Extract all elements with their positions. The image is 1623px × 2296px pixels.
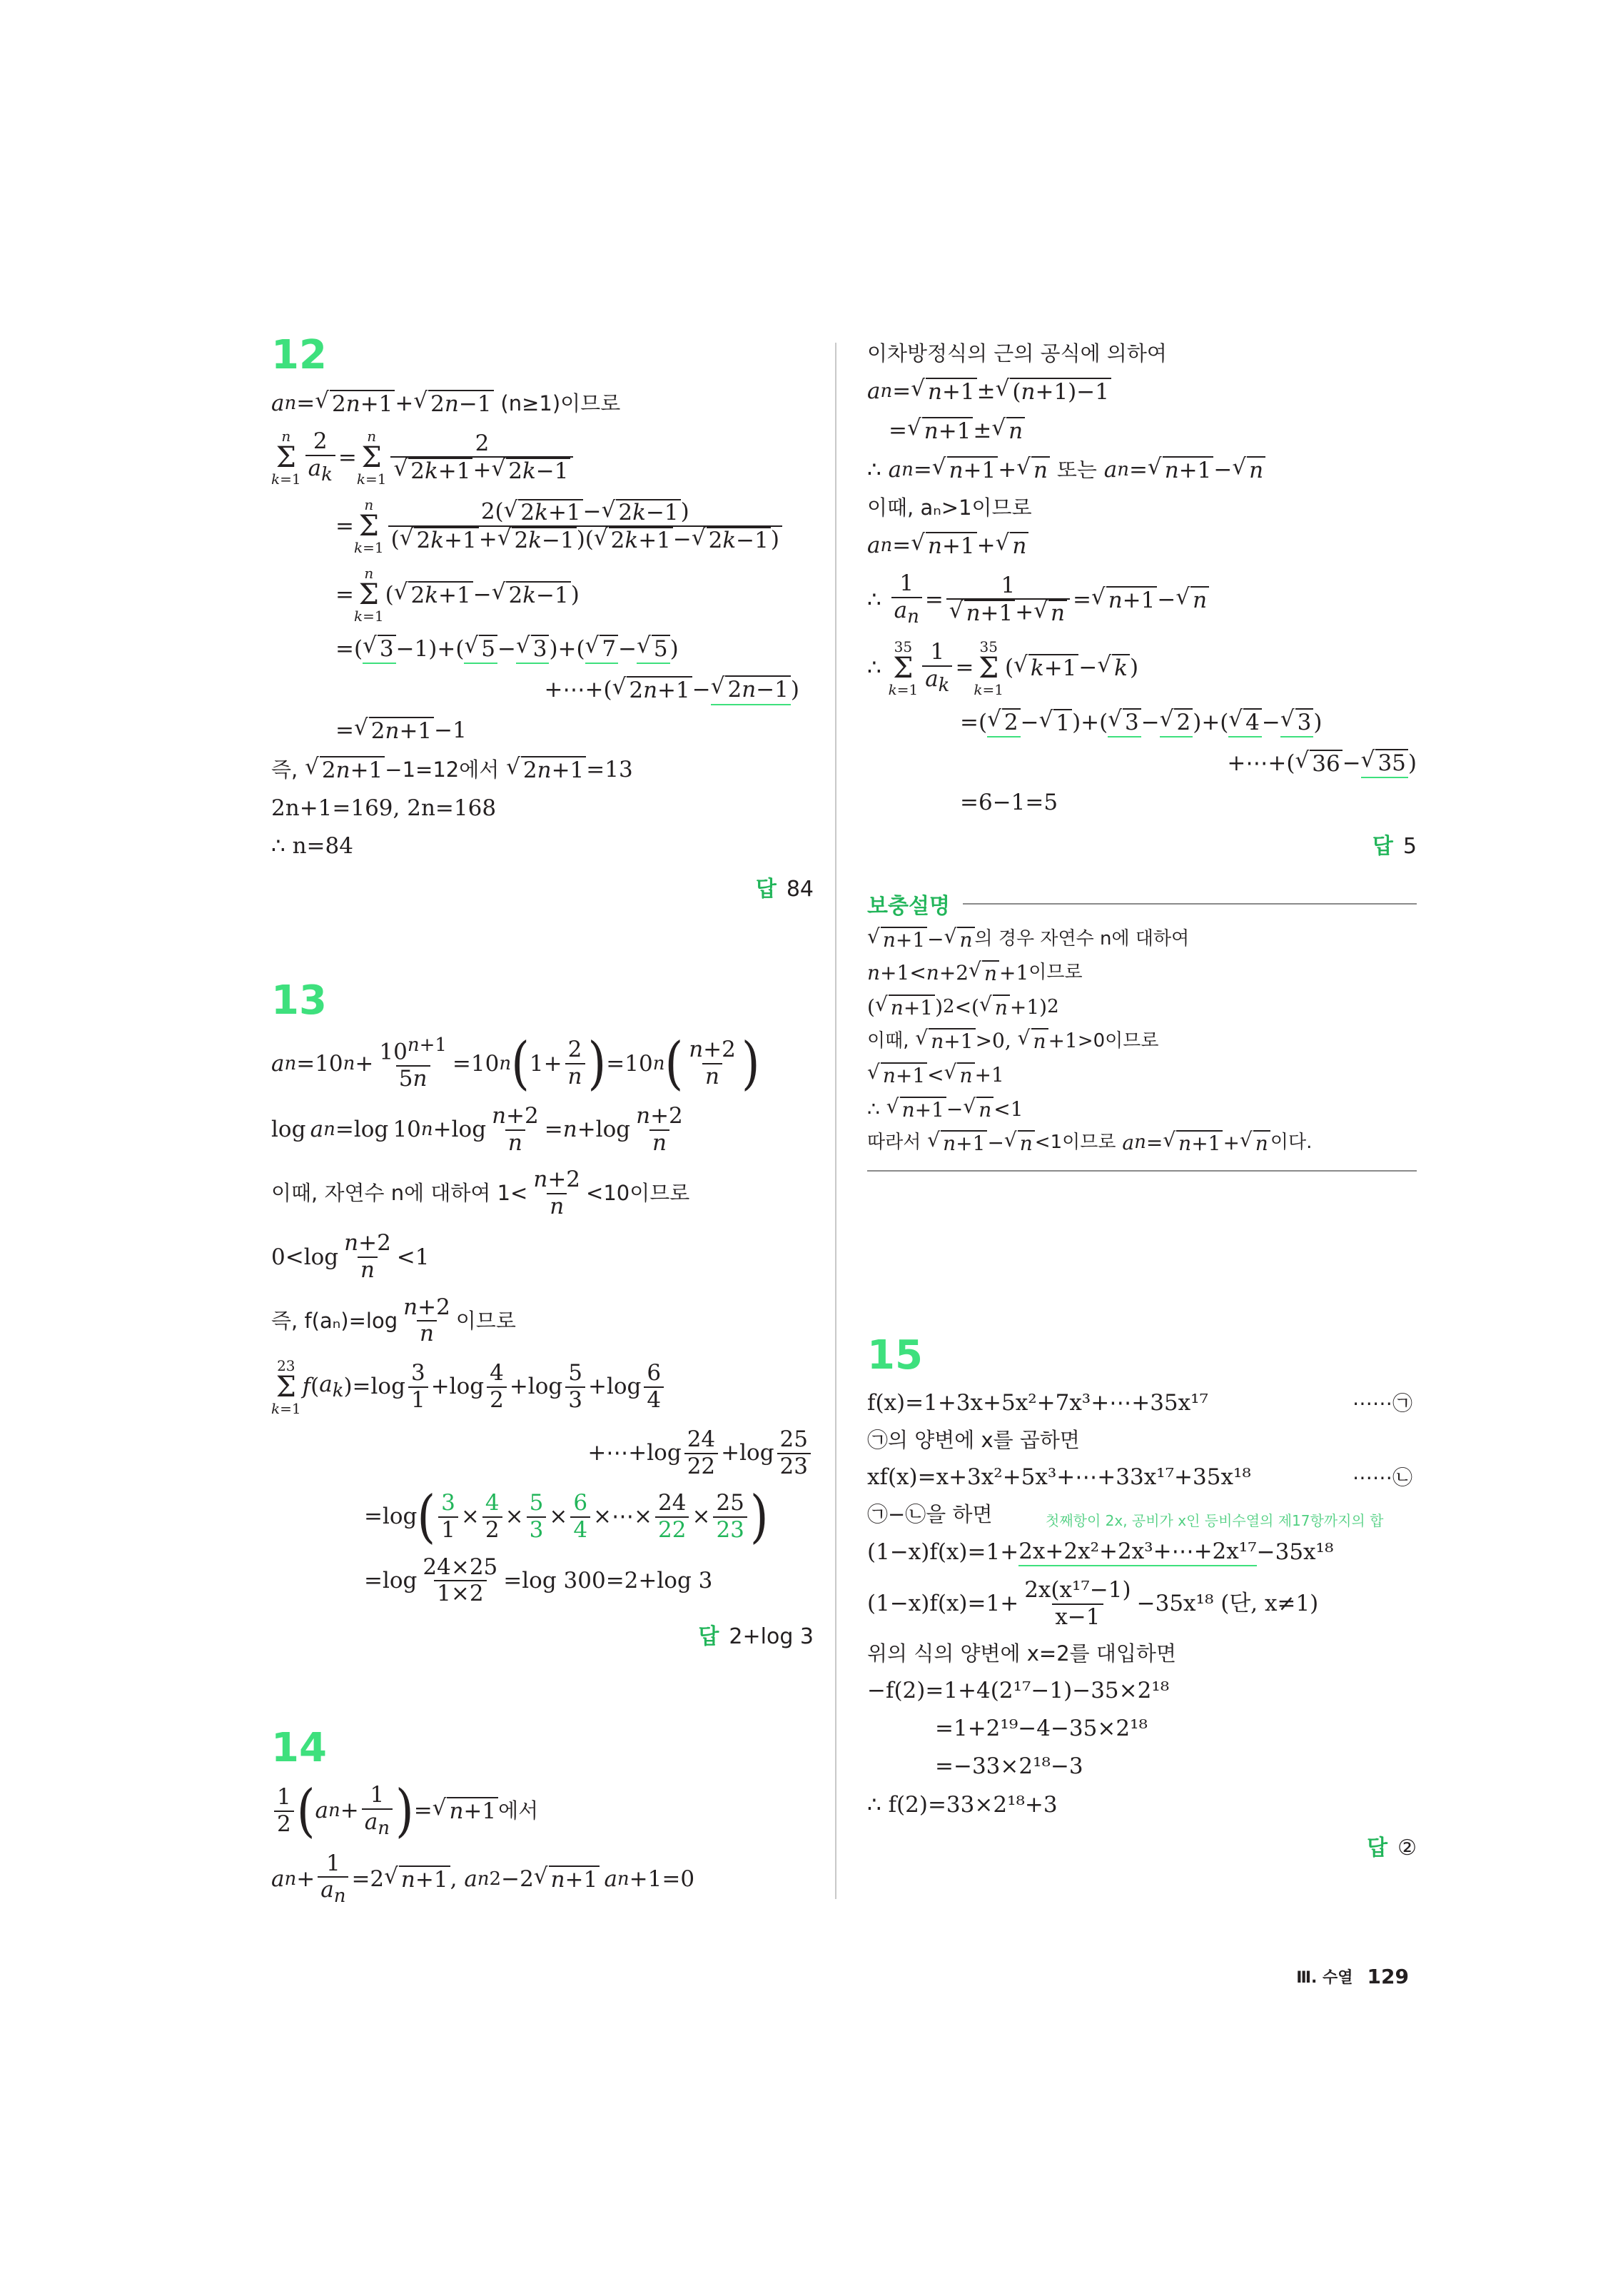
supplementary-box <box>867 888 1417 1172</box>
problem-12 <box>271 332 814 902</box>
p15-text2: ㉠의 양변에 x를 곱하면 <box>867 1427 1080 1452</box>
answer-value: 2+log 3 <box>729 1623 814 1649</box>
p13-line5-prefix: 즉, f(aₙ)=log <box>271 1309 398 1333</box>
p14-root1: a n = √ n+1 ± √ (n+1)−1 <box>867 378 1417 406</box>
p15-eq6: =1+2¹⁹−4−35×2¹⁸ <box>935 1716 1148 1742</box>
p15-eq7: =−33×2¹⁸−3 <box>935 1753 1083 1780</box>
p14-sum: ∴ 35 Σ k=1 1 $a_k$ = 35 Σ k=1 ( √ k+1 − √ k ) <box>867 638 1139 699</box>
supplementary-body <box>867 924 1417 1156</box>
p14-answer <box>867 828 1417 860</box>
supp-l2-text: 이므로 <box>1028 962 1083 984</box>
supp-l5c-text: 이다. <box>1270 1132 1313 1154</box>
p13-line3-text: 이때, 자연수 n에 대하여 1< <box>271 1181 528 1206</box>
supplementary-end-rule <box>867 1170 1417 1172</box>
column-divider <box>835 343 836 1899</box>
answer-value: 5 <box>1402 833 1417 859</box>
problem-number: 15 <box>867 1331 923 1379</box>
p12-sum-line2: = n Σ k=1 2( √ 2k+1 − √ 2k−1 ) ( √ 2k+1 + √ 2k−1 )( √ 2k+1 − √ 2k−1 ) <box>271 498 814 555</box>
p14-intro: 이차방정식의 근의 공식에 의하여 <box>867 341 1167 366</box>
p13-sum-cont: +⋯+log 24 22 +log 25 23 <box>271 1427 814 1479</box>
problem-15 <box>867 1331 1417 1861</box>
p15-eq3 <box>867 1539 1417 1566</box>
supp-line7: 따라서 √ n+1 − √ n <1이므로 a n = √ n+1 + √ n 이다. <box>867 1128 1313 1156</box>
p13-result: =log $\frac{24\times 25}{1\times 2}$ =log 300=2+log 3 <box>364 1554 713 1607</box>
p15-answer <box>867 1830 1417 1861</box>
p13-sum: 23 Σ k=1 f ( $a_k$ )=log 3 1 +log 4 2 +log 5 3 +log 6 4 <box>271 1359 814 1416</box>
p13-line2: log a n =log 10 n +log n+2 n = n +log n+2 n <box>271 1102 683 1156</box>
p12-res1: =13 <box>586 756 633 782</box>
p12-therefore: ∴ n=84 <box>271 833 353 860</box>
p13-product: =log ( 3 1 × 4 2 × 5 3 × 6 4 ×⋯× 24 22 × 25 23 ) <box>364 1484 769 1550</box>
p15-text5: 위의 식의 양변에 x=2를 대입하면 <box>867 1641 1176 1666</box>
answer-label: 답 <box>1372 833 1393 859</box>
p12-step-eq: −1=12에서 <box>385 757 500 782</box>
supp-line1: √ n+1 − √ n 의 경우 자연수 n에 대하여 <box>867 924 1190 952</box>
p14-since: 이때, aₙ>1이므로 <box>867 495 1032 520</box>
p12-res2: 2n+1=169, 2n=168 <box>271 795 497 821</box>
p15-eq3-a: (1−x)f(x)=1+ <box>867 1539 1019 1565</box>
supp-line3: ( √ n+1 ) 2 <( √ n +1) 2 <box>867 992 1059 1019</box>
p12-given-suffix: (n≥1)이므로 <box>500 391 621 416</box>
problem-13 <box>271 977 814 1650</box>
p15-text3: ㉠−㉡을 하면 <box>867 1501 993 1526</box>
p15-eq3-b: 2x+2x²+2x³+⋯+2x¹⁷ <box>1018 1539 1256 1566</box>
p14-telescoping-cont: +⋯+( √ 36 − √ 35 ) <box>867 749 1417 778</box>
answer-label: 답 <box>1367 1835 1388 1861</box>
p12-result: = √ 2n+1 −1 <box>335 714 467 744</box>
problem-number: 12 <box>271 332 327 378</box>
chapter-label: Ⅲ. 수열 <box>1296 1969 1353 1987</box>
p14-line1: 1 2 ( a n + 1 $a_n$ ) = √ n+1 에서 <box>271 1783 814 1840</box>
p12-step: 즉, √ 2n+1 −1=12에서 √ 2n+1 =13 <box>271 753 633 783</box>
p15-eq2: xf(x)=x+3x²+5x³+⋯+33x¹⁷+35x¹⁸ <box>867 1464 1251 1490</box>
p15-eq1-row <box>867 1390 1417 1416</box>
supplementary-title: 보충설명 <box>867 888 1417 920</box>
p12-telescoping-cont: +⋯+( √ 2n+1 − √ 2n−1 ) <box>271 675 814 705</box>
answer-value: ② <box>1397 1835 1417 1861</box>
p13-line5: 즉, f(aₙ)=log n+2 n 이므로 <box>271 1294 516 1347</box>
p14-root2: = √ n+1 ± √ n <box>867 417 1417 445</box>
p13-line5-end: 이므로 <box>455 1309 516 1333</box>
p13-result-value: =log 300=2+log 3 <box>503 1567 713 1593</box>
p14-line1-end: 에서 <box>498 1798 539 1823</box>
problem-14-continued <box>867 341 1417 860</box>
right-column <box>867 336 1417 1883</box>
supp-line6: ∴ √ n+1 − √ n <1 <box>867 1094 1023 1122</box>
p13-line4: 0<log n+2 n <1 <box>271 1230 430 1284</box>
supp-l5-text: 따라서 <box>867 1132 921 1154</box>
p15-eq4-den: x−1 <box>1052 1603 1103 1631</box>
p15-eq2-row <box>867 1464 1417 1491</box>
supp-l3b-text: >0이므로 <box>1077 1029 1159 1052</box>
supp-line5: √ n+1 < √ n +1 <box>867 1060 1004 1087</box>
p12-soku: 즉, <box>271 757 298 782</box>
p14-final: =6−1=5 <box>960 790 1058 816</box>
p13-line3: 이때, 자연수 n에 대하여 1< n+2 n <10이므로 <box>271 1167 690 1219</box>
problem-number: 14 <box>271 1724 327 1771</box>
p15-eq3-c: −35x¹⁸ <box>1256 1539 1334 1565</box>
p15-eq4-num: 2x(x¹⁷−1) <box>1024 1576 1131 1603</box>
p14-line2: a n + 1 $a_n$ =2 √ n+1 , a n 2 −2 √ n+1 a n +1=0 <box>271 1850 695 1908</box>
p15-eq5: −f(2)=1+4(2¹⁷−1)−35×2¹⁸ <box>867 1678 1170 1704</box>
answer-label: 답 <box>698 1623 719 1649</box>
p12-given: a n = √ 2n+1 + √ 2n−1 (n≥1)이므로 <box>271 388 621 417</box>
p14-chosen: a n = √ n+1 + √ n <box>867 532 1417 560</box>
supp-line2: n +1< n +2 √ n +1 이므로 <box>867 958 1083 986</box>
answer-label: 답 <box>755 877 777 902</box>
p14-root3: ∴ a n = √ n+1 + √ n 또는 a n = √ n+1 − √ n <box>867 456 1417 484</box>
page-footer <box>1296 1965 1409 1988</box>
p15-text3-row <box>867 1502 1417 1527</box>
p14-or: 또는 <box>1056 458 1097 483</box>
p15-eq8: ∴ f(2)=33×2¹⁸+3 <box>867 1791 1058 1818</box>
problem-number: 13 <box>271 977 327 1024</box>
p15-tag1: ⋯⋯㉠ <box>1352 1391 1413 1415</box>
p14-telescoping: =( √ 2 − √ 1 )+( √ 3 − √ 2 )+( √ 4 − √ 3 ) <box>867 708 1417 737</box>
p15-tag2: ⋯⋯㉡ <box>1352 1465 1413 1489</box>
supp-line4: 이때, √ n+1 >0, √ n +1 >0이므로 <box>867 1026 1159 1054</box>
supp-l1-text: 의 경우 자연수 n에 대하여 <box>974 927 1190 950</box>
supp-l5b-text: <1이므로 <box>1034 1132 1116 1154</box>
p13-answer <box>271 1618 814 1650</box>
p15-eq4-c: −35x¹⁸ (단, x≠1) <box>1136 1590 1319 1616</box>
p15-eq4 <box>867 1578 1417 1630</box>
left-column <box>271 332 814 1919</box>
p12-answer <box>271 871 814 902</box>
p12-telescoping: =( √ 3 −1)+( √ 5 − √ 3 )+( √ 7 − √ 5 ) <box>271 635 814 664</box>
p13-line1: a n =10 n + $10^{n+1}$ 5n =10 n ( 1+ 2 n ) =10 n ( n+2 n ) <box>271 1030 760 1097</box>
problem-14 <box>271 1724 814 1908</box>
p12-sum-line1: n Σ k=1 2 $a_k$ = n Σ k=1 2 √ 2k+1 + √ 2k−1 <box>271 429 814 486</box>
answer-value: 84 <box>786 877 814 902</box>
p14-reciprocal: ∴ 1 $a_n$ = 1 √ n+1 + √ n = √ n+1 − √ n <box>867 571 1417 628</box>
p15-eq4-a: (1−x)f(x)=1+ <box>867 1590 1019 1616</box>
p15-eq1: f(x)=1+3x+5x²+7x³+⋯+35x¹⁷ <box>867 1389 1208 1416</box>
supp-l3-text: 이때, <box>867 1029 909 1052</box>
page-number: 129 <box>1367 1965 1409 1988</box>
p13-line3-end: <10이므로 <box>586 1181 690 1206</box>
p15-annotation: 첫째항이 2x, 공비가 x인 등비수열의 제17항까지의 합 <box>1046 1511 1384 1529</box>
p12-sum-line3: = n Σ k=1 ( √ 2k+1 − √ 2k−1 ) <box>335 565 580 625</box>
